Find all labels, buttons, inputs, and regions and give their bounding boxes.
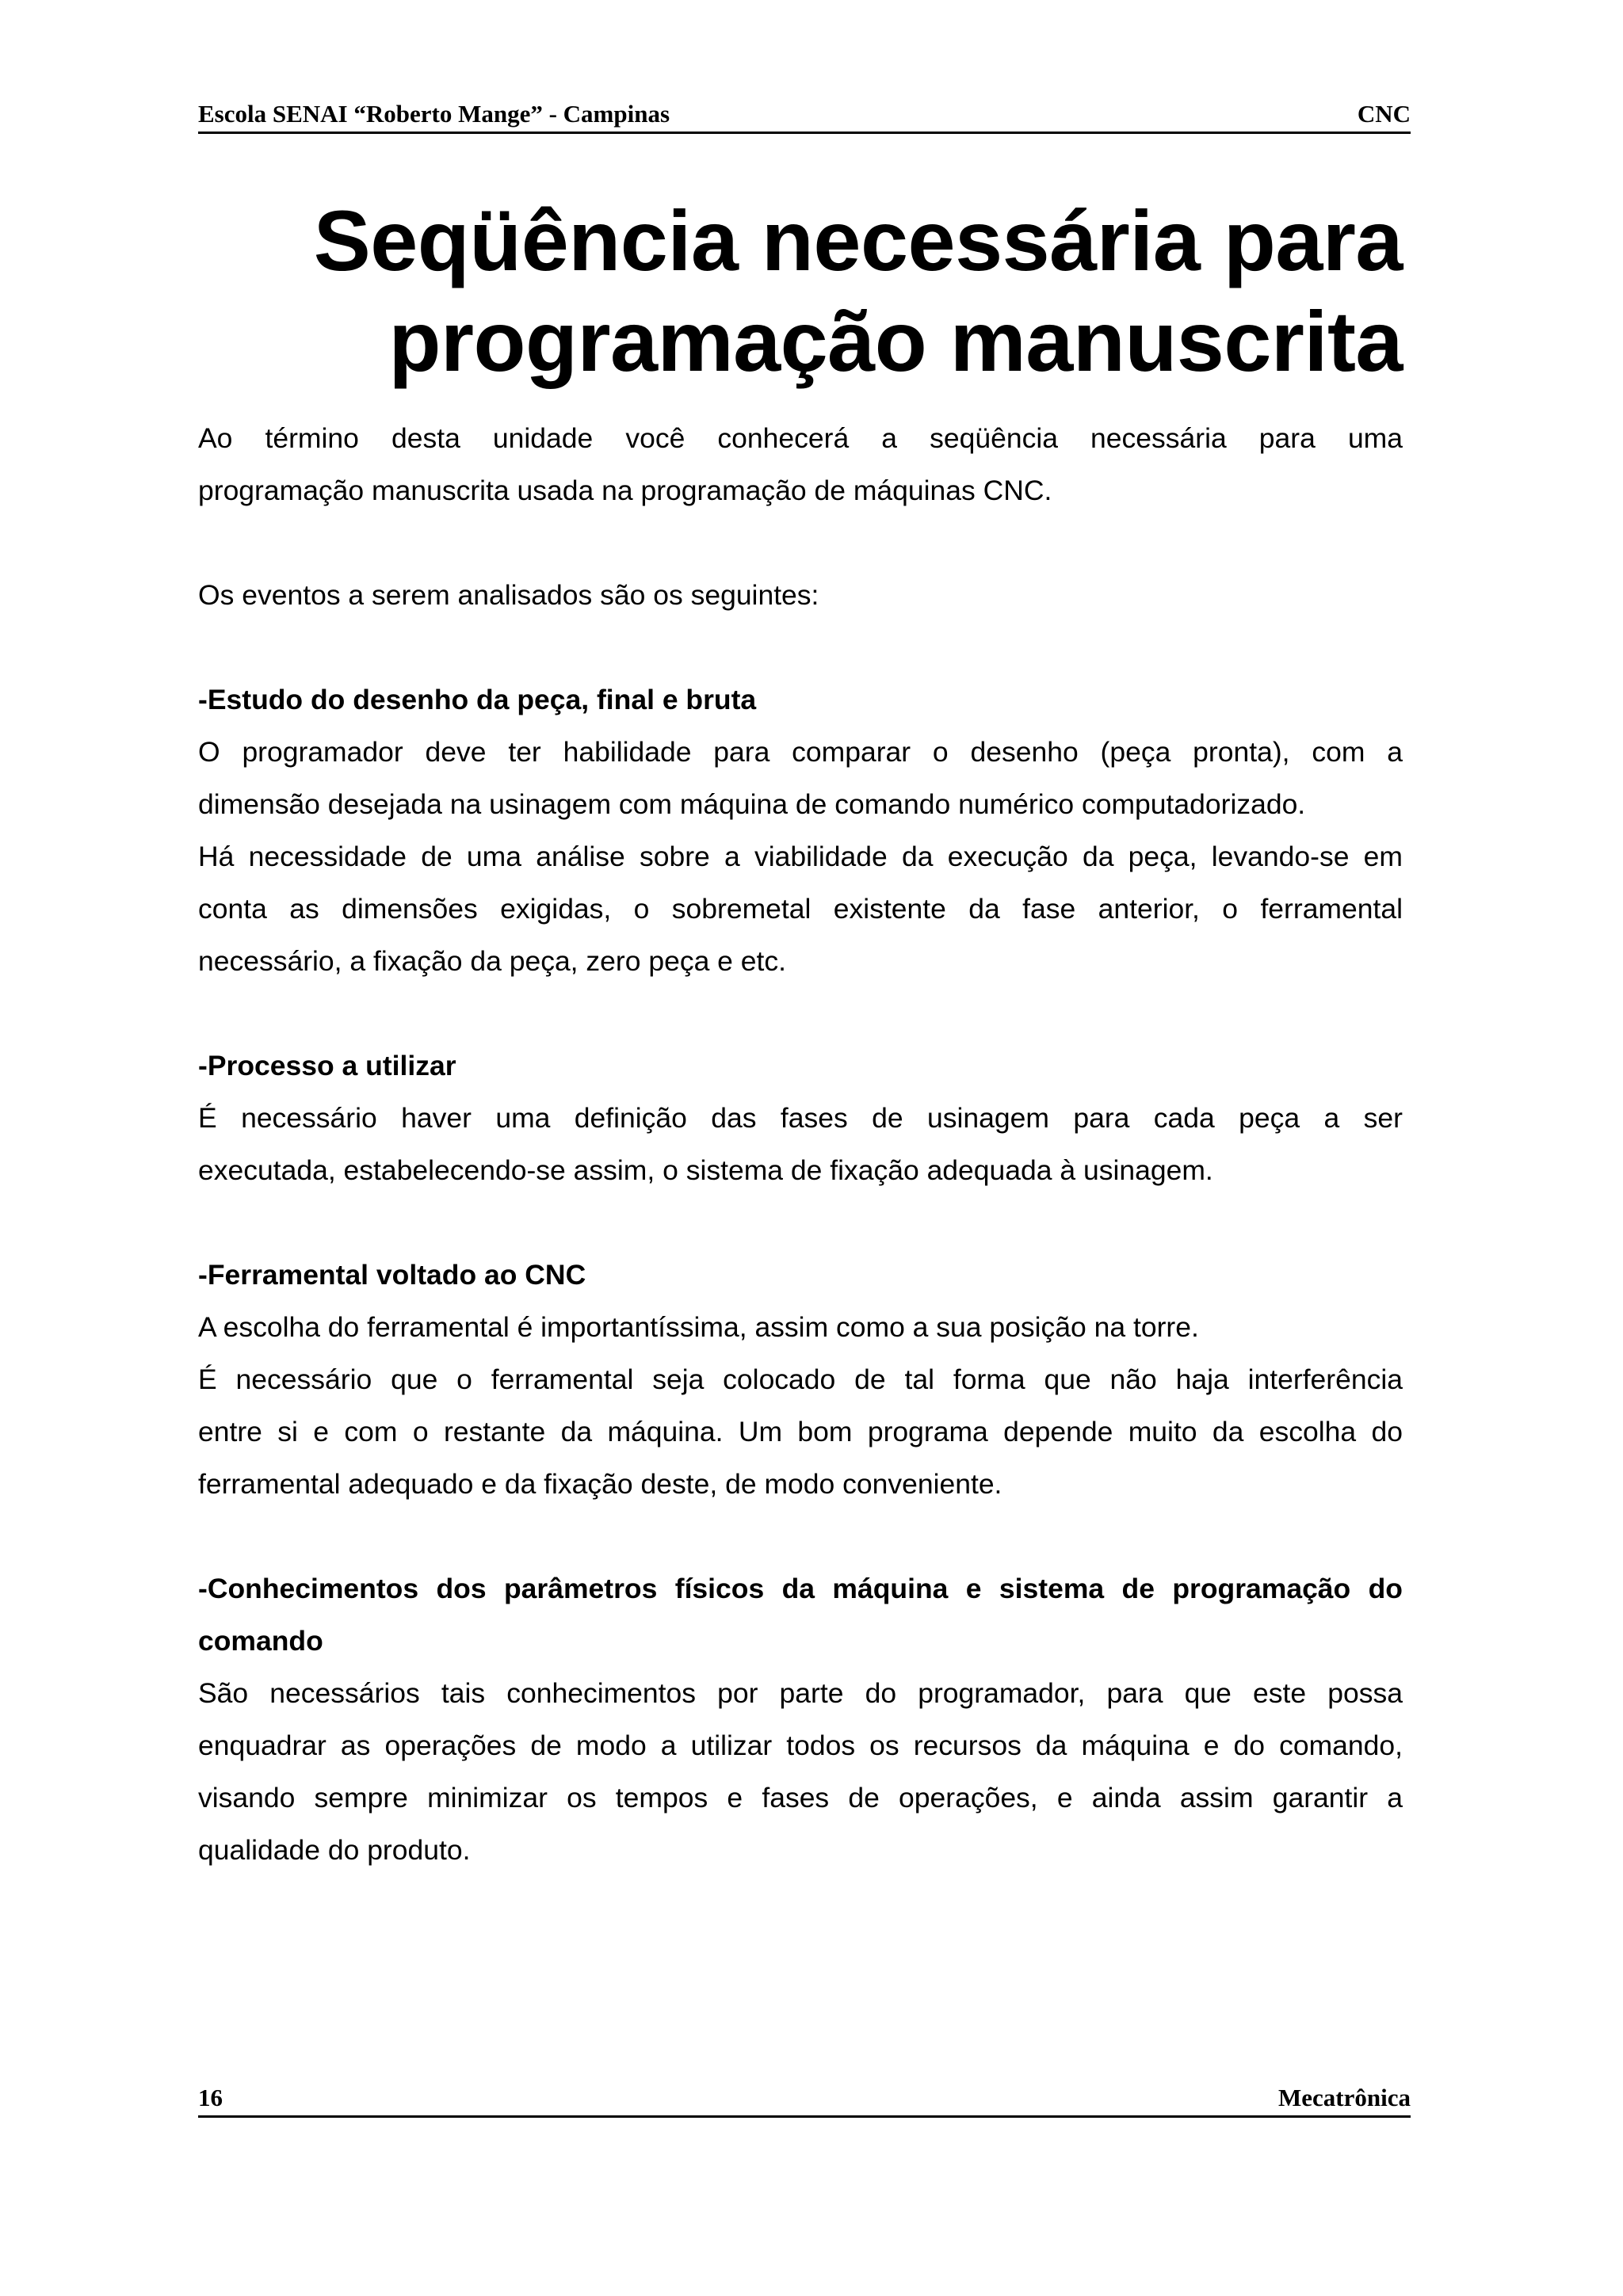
paragraph-line: executada, estabelecendo-se assim, o sistema de fixação adequada à usinagem. bbox=[198, 1154, 1213, 1186]
section-paragraph bbox=[198, 1092, 1403, 1196]
section-heading: -Processo a utilizar bbox=[198, 1050, 456, 1081]
paragraph-line: O programador deve ter habilidade para comparar o desenho (peça pronta), com a bbox=[198, 736, 1403, 768]
paragraph-line: É necessário que o ferramental seja colocado de tal forma que não haja interferência bbox=[198, 1363, 1403, 1395]
title-line-1: Seqüência necessária para bbox=[313, 193, 1403, 288]
body-content bbox=[198, 412, 1403, 1876]
paragraph-line: A escolha do ferramental é importantíssima, assim como a sua posição na torre. bbox=[198, 1311, 1199, 1343]
heading-line: -Conhecimentos dos parâmetros físicos da máquina e sistema de programação do bbox=[198, 1573, 1403, 1604]
paragraph-line: enquadrar as operações de modo a utilizar todos os recursos da máquina e do comando, bbox=[198, 1730, 1403, 1761]
paragraph-line: É necessário haver uma definição das fases de usinagem para cada peça a ser bbox=[198, 1102, 1403, 1134]
paragraph-line: qualidade do produto. bbox=[198, 1834, 471, 1866]
footer-page-number: 16 bbox=[198, 2084, 223, 2111]
intro-line: Ao término desta unidade você conhecerá a seqüência necessária para uma bbox=[198, 422, 1403, 454]
paragraph-line: ferramental adequado e da fixação deste, de modo conveniente. bbox=[198, 1468, 1002, 1500]
footer-course: Mecatrônica bbox=[1278, 2084, 1411, 2111]
page-title bbox=[198, 190, 1403, 391]
section-paragraph bbox=[198, 726, 1403, 987]
paragraph-line: Há necessidade de uma análise sobre a viabilidade da execução da peça, levando-se em bbox=[198, 841, 1403, 872]
paragraph-line: conta as dimensões exigidas, o sobremetal existente da fase anterior, o ferramental bbox=[198, 893, 1403, 925]
running-footer bbox=[198, 2079, 1411, 2118]
section-heading bbox=[198, 1562, 1403, 1667]
header-subject: CNC bbox=[1357, 100, 1411, 128]
section-paragraph bbox=[198, 1301, 1403, 1510]
section-heading: -Estudo do desenho da peça, final e bruta bbox=[198, 684, 757, 715]
section-paragraph bbox=[198, 1667, 1403, 1876]
paragraph-line: visando sempre minimizar os tempos e fases de operações, e ainda assim garantir a bbox=[198, 1782, 1403, 1814]
intro-paragraph bbox=[198, 412, 1403, 517]
title-line-2: programação manuscrita bbox=[388, 293, 1403, 389]
events-intro: Os eventos a serem analisados são os seguintes: bbox=[198, 579, 819, 611]
header-school: Escola SENAI “Roberto Mange” - Campinas bbox=[198, 100, 670, 128]
paragraph-line: dimensão desejada na usinagem com máquina de comando numérico computadorizado. bbox=[198, 788, 1306, 820]
heading-line: comando bbox=[198, 1625, 323, 1657]
intro-line: programação manuscrita usada na programação de máquinas CNC. bbox=[198, 475, 1052, 506]
running-header bbox=[198, 95, 1411, 134]
paragraph-line: necessário, a fixação da peça, zero peça e etc. bbox=[198, 945, 786, 977]
paragraph-line: entre si e com o restante da máquina. Um bom programa depende muito da escolha do bbox=[198, 1416, 1403, 1447]
section-heading: -Ferramental voltado ao CNC bbox=[198, 1259, 586, 1291]
paragraph-line: São necessários tais conhecimentos por parte do programador, para que este possa bbox=[198, 1677, 1403, 1709]
